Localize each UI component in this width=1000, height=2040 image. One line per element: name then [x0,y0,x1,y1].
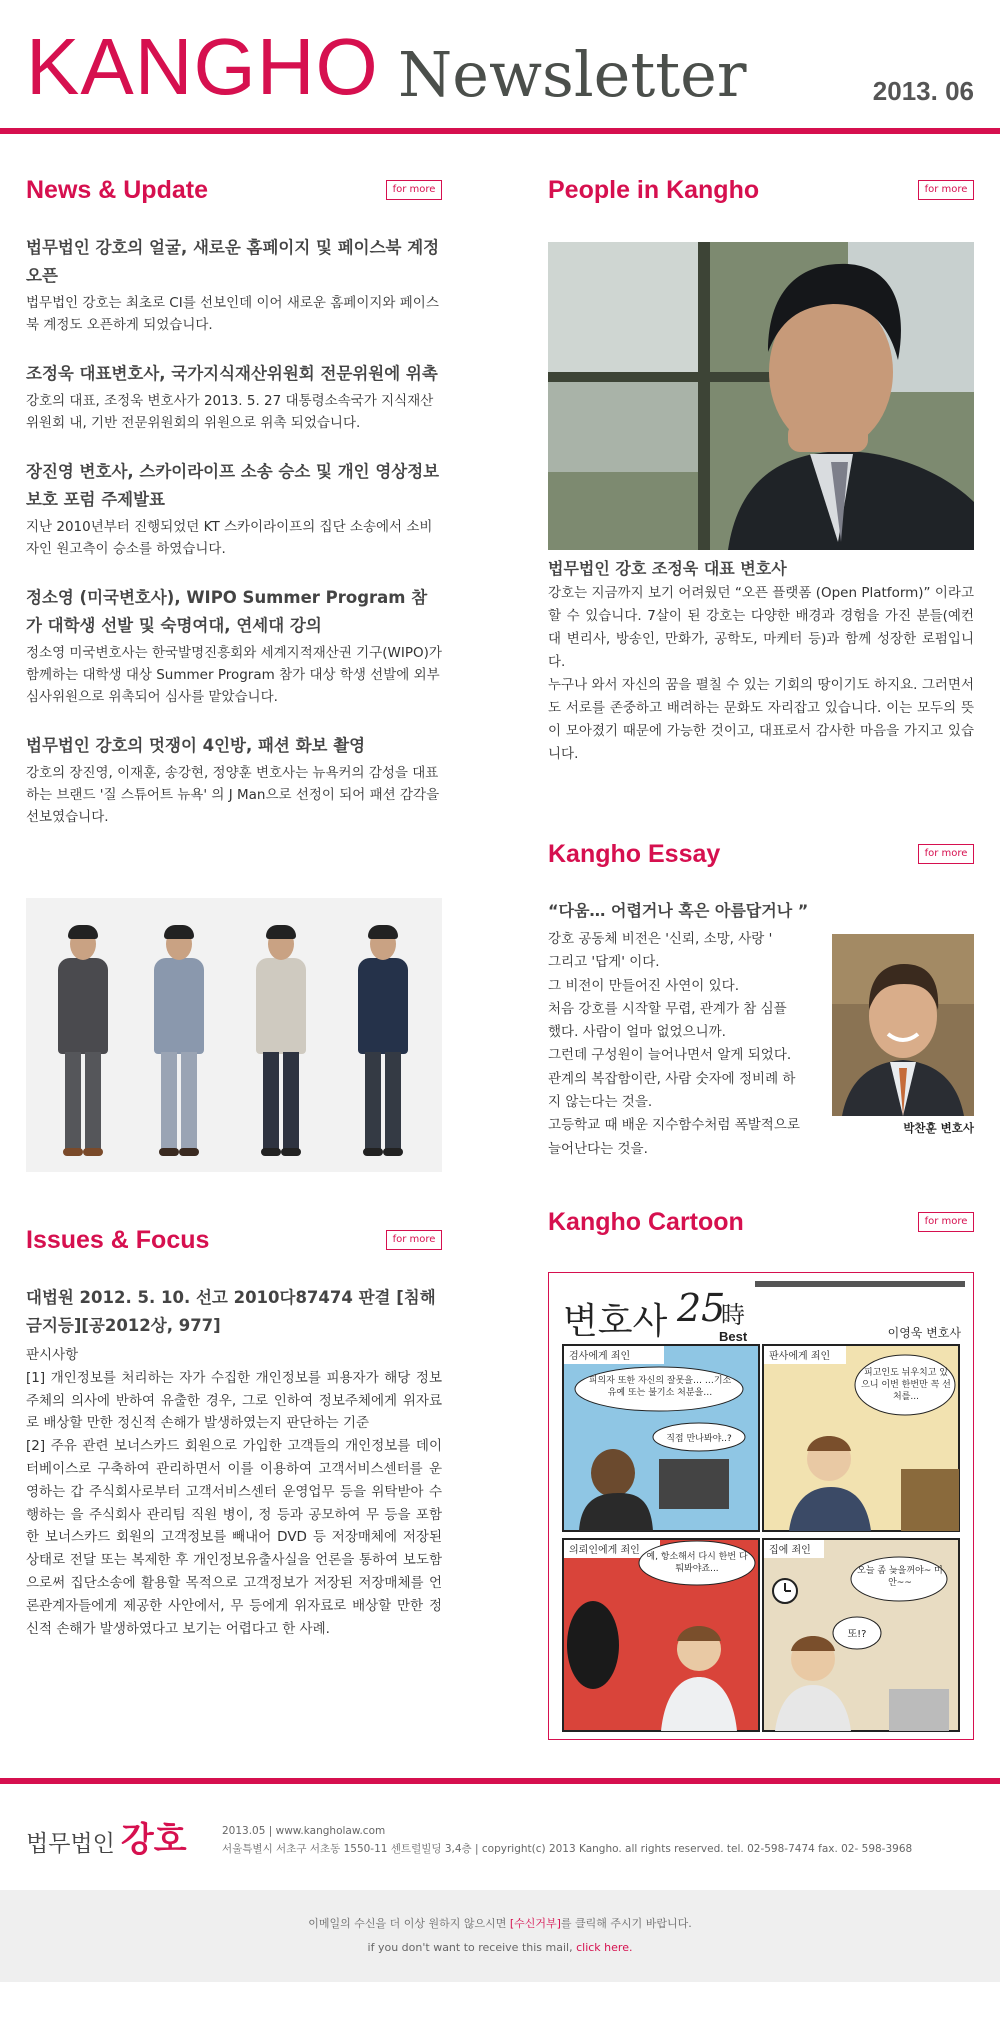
issue-date: 2013. 06 [872,76,974,106]
unsubscribe-text: if you don't want to receive this mail, [367,1941,577,1954]
cartoon-title: Kangho Cartoon [548,1208,744,1236]
news-more-button[interactable]: for more [386,180,442,200]
news-title: News & Update [26,176,208,204]
cartoon-section [548,1204,974,1740]
footer-logo [26,1812,187,1861]
lawyers-fashion-photo [26,898,442,1172]
essay-quote: “다움… 어렵거나 혹은 아름답거나 ” [548,901,809,920]
cartoon-panel-label: 판사에게 죄인 [769,1351,831,1362]
cartoon-bubble: 또!? [847,1629,867,1640]
news-item[interactable] [26,584,442,708]
news-headline[interactable]: 조정욱 대표변호사, 국가지식재산위원회 전문위원에 위촉 [26,364,438,383]
issues-more-button[interactable]: for more [386,1230,442,1250]
cartoon-logo-char: 時 [721,1301,745,1329]
issues-label: 판시사항 [26,1347,79,1363]
cartoon-logo-best: Best [719,1329,748,1344]
essay-title: Kangho Essay [548,840,721,868]
cartoon-bubble: 직접 만나봐야..? [666,1434,732,1444]
news-section [26,172,442,842]
essay-section [548,836,974,1161]
lawyer-figure [48,928,118,1158]
essay-text [548,928,818,1161]
cartoon-logo-main: 변호사 [563,1301,668,1342]
unsubscribe-link-korean[interactable]: [수신거부] [509,1917,561,1930]
news-body: 강호의 장진영, 이재훈, 송강현, 정양훈 변호사는 뉴욕커의 감성을 대표하는 브랜드 '질 스튜어트 뉴욕' 의 J Man으로 선정이 되어 패션 감각을 선보였습니다. [26,765,440,825]
footer-divider [0,1778,1000,1784]
cartoon-image [549,1273,973,1739]
essay-line: 그런데 구성원이 늘어나면서 알게 되었다. [548,1047,792,1064]
cartoon-panel-label: 집에 죄인 [769,1545,811,1556]
cartoon-logo-number: 25 [677,1286,726,1330]
essay-line: 고등학교 때 배운 지수함수처럼 폭발적으로 [548,1117,800,1134]
footer-info [222,1822,912,1858]
portrait-image [548,242,974,550]
news-body: 법무법인 강호는 최초로 CI를 선보인데 이어 새로운 홈페이지와 페이스북 계정도 오픈하게 되었습니다. [26,295,439,333]
people-section [548,172,974,766]
cartoon-bubble: 피고인도 뉘우치고 있으니 이번 한번만 꼭 선처를... [861,1368,951,1402]
news-body: 정소영 미국변호사는 한국발명진흥회와 세계지적재산권 기구(WIPO)가 함께하는 대학생 대상 Summer Program 참가 대상 학생 선발에 외부 심사위원으로 위촉되어 심사를 맡았습니다. [26,645,442,705]
representative-portrait [548,242,974,550]
header [0,0,1000,136]
cartoon-author: 이영욱 변호사 [887,1326,961,1340]
people-more-button[interactable]: for more [918,180,974,200]
news-item[interactable] [26,732,442,828]
people-paragraph-1: 강호는 지금까지 보기 어려웠던 “오픈 플랫폼 (Open Platform)” 이라고 할 수 있습니다. 7살이 된 강호는 다양한 배경과 경험을 가진 분들(예컨대 변리사, 방송인, 만화가, 공학도, 마케터 등)과 함께 성장한 로펌입니다. [548,585,974,670]
news-headline[interactable]: 법무법인 강호의 멋쟁이 4인방, 패션 화보 촬영 [26,736,366,755]
cartoon-more-button[interactable]: for more [918,1212,974,1232]
essay-line: 늘어난다는 것을. [548,1140,648,1157]
essay-line: 그 비전이 만들어진 사연이 있다. [548,977,739,994]
issues-title: Issues & Focus [26,1226,210,1254]
news-item[interactable] [26,458,442,560]
unsubscribe-link-english[interactable]: click here. [576,1941,633,1954]
news-item[interactable] [26,234,442,336]
news-headline[interactable]: 장진영 변호사, 스카이라이프 소송 승소 및 개인 영상정보 보호 포럼 주제발표 [26,462,440,509]
essay-line: 지 않는다는 것을. [548,1094,653,1111]
cartoon-panel-label: 검사에게 죄인 [569,1351,631,1362]
cartoon-bubble: 오늘 좀 늦을꺼야~ 미안~~ [857,1566,943,1588]
footer-info-line-2: 서울특별시 서초구 서초동 1550-11 센트럴빌딩 3,4층 | copyright(c) 2013 Kangho. all rights reserved. tel. 02-598-7474 fax. 02- 598-3968 [222,1843,913,1855]
essay-line: 강호 공동체 비전은 '신뢰, 소망, 사랑 ' [548,931,773,947]
news-body: 지난 2010년부터 진행되었던 KT 스카이라이프의 집단 소송에서 소비자인 원고측이 승소를 하였습니다. [26,519,433,557]
cartoon-panel-label: 의뢰인에게 죄인 [569,1545,640,1556]
essay-line: 관계의 복잡함이란, 사람 숫자에 정비례 하 [548,1070,796,1087]
news-headline[interactable]: 정소영 (미국변호사), WIPO Summer Program 참가 대학생 선발 및 숙명여대, 연세대 강의 [26,588,428,635]
brand-logo: KANGHO [26,22,379,111]
cartoon-bubble: 예, 항소해서 다시 한번 다퉈봐야죠... [646,1552,748,1574]
issues-headline[interactable]: 대법원 2012. 5. 10. 선고 2010다87474 판결 [침해금지등][공2012상, 977] [26,1288,436,1335]
news-item[interactable] [26,360,442,434]
footer-logo-text: 법무법인 [26,1831,115,1857]
footer-info-line-1: 2013.05 | www.kangholaw.com [222,1825,386,1837]
issues-point-1: [1] 개인정보를 처리하는 자가 수집한 개인정보를 피용자가 해당 정보주체의 의사에 반하여 유출한 경우, 그로 인하여 정보주체에게 위자료로 배상할 만한 정신적 손해가 발생하였는지 판단하는 기준 [26,1369,442,1432]
lawyer-figure [246,928,316,1158]
unsubscribe-text: 를 클릭해 주시기 바랍니다. [560,1917,692,1930]
essay-author-caption: 박찬훈 변호사 [903,1121,974,1135]
essay-line: 처음 강호를 시작할 무렵, 관계가 참 심플 [548,1000,787,1017]
cartoon-strip[interactable] [548,1272,974,1740]
essay-line: 그리고 '답게' 이다. [548,954,660,971]
lawyer-figure [144,928,214,1158]
essay-line: 했다. 사람이 얼마 없었으니까. [548,1024,726,1041]
essay-author-photo [832,934,974,1116]
news-body: 강호의 대표, 조정욱 변호사가 2013. 5. 27 대통령소속국가 지식재산위원회 내, 기반 전문위원회의 위원으로 위촉 되었습니다. [26,393,434,431]
lawyer-figure [348,928,418,1158]
cartoon-bubble: 피의자 또한 자신의 잘못을… …기소유예 또는 불기소 처분을… [588,1376,732,1398]
newsletter-title: Newsletter [398,38,747,111]
unsubscribe-area [0,1890,1000,1982]
unsubscribe-text: 이메일의 수신을 더 이상 원하지 않으시면 [308,1917,510,1930]
essay-more-button[interactable]: for more [918,844,974,864]
unsubscribe-korean [0,1912,1000,1936]
unsubscribe-english [0,1936,1000,1960]
issues-point-2: [2] 주유 관련 보너스카드 회원으로 가입한 고객들의 개인정보를 데이터베이스로 구축하여 관리하면서 이를 이용하여 고객서비스센터를 운영하는 갑 주식회사로부터 고객서비스센터 운영업무 등을 위탁받아 수행하는 을 주식회사 관리팀 직원 병이, 정 등과 공모하여 무 등을 포함한 보너스카드 회원의 고객정보를 빼내어 DVD 등 저장매체에 저장된 상태로 전달 또는 복제한 후 개인정보유출사실을 언론을 통하여 보도함으로써 집단소송에 활용할 목적으로 고객정보가 저장된 저장매체를 언론관계자들에게 제공한 사안에서, 무 등에게 위자료로 배상할 만한 정신적 손해가 발생하였다고 보기는 어렵다고 한 사례. [26,1438,442,1637]
people-name: 법무법인 강호 조정욱 대표 변호사 [548,559,787,578]
header-divider [0,128,1000,134]
footer-logo-kangho: 강호 [120,1820,187,1860]
news-headline[interactable]: 법무법인 강호의 얼굴, 새로운 홈페이지 및 페이스북 계정 오픈 [26,238,440,285]
people-title: People in Kangho [548,176,760,204]
people-paragraph-2: 누구나 와서 자신의 꿈을 펼칠 수 있는 기회의 땅이기도 하지요. 그러면서도 서로를 존중하고 배려하는 문화도 자리잡고 있습니다. 이는 모두의 뜻이 모아졌기 때문에 가능한 것이고, 대표로서 감사한 마음을 가지고 있습니다. [548,677,974,762]
issues-section [26,1222,442,1640]
